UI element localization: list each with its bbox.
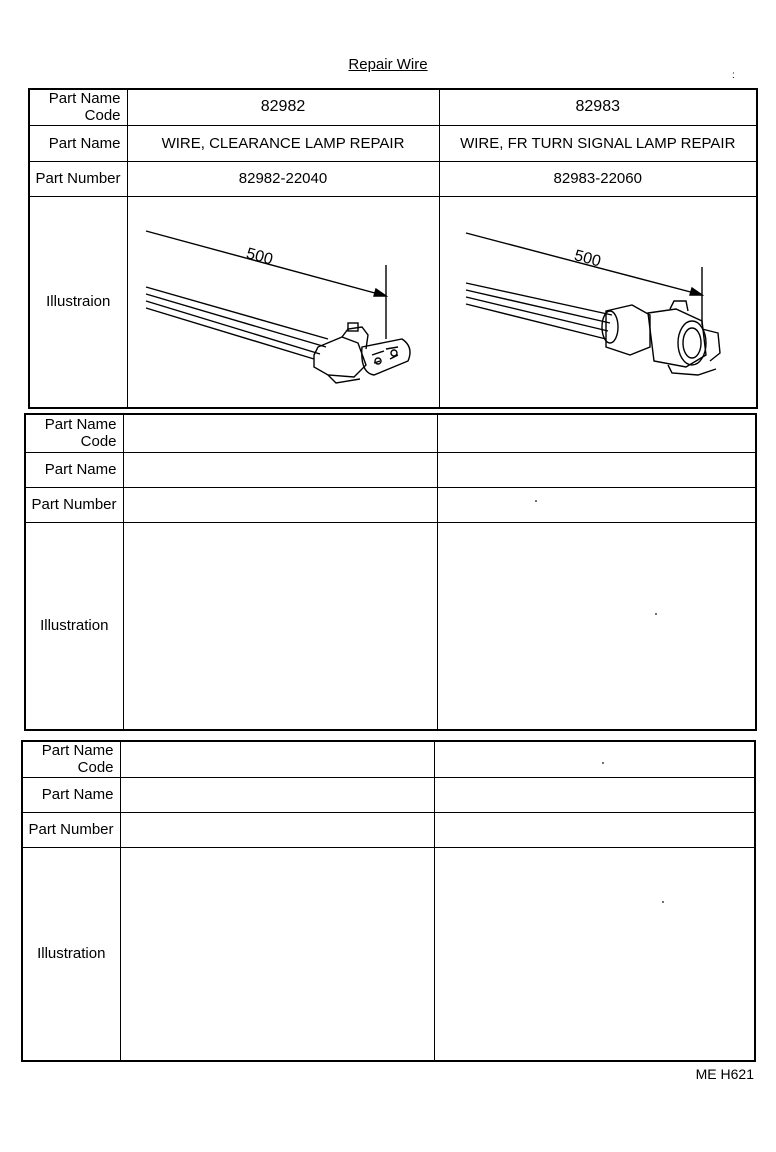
empty-illustration-cell [123, 522, 437, 730]
empty-cell [120, 777, 434, 812]
label-part-number: Part Number [22, 812, 120, 847]
row-illustration [29, 196, 757, 408]
label-part-name-code: Part Name Code [25, 414, 123, 452]
empty-cell [437, 414, 756, 452]
page-title: Repair Wire [348, 56, 428, 73]
empty-illustration-cell [437, 522, 756, 730]
empty-cell [434, 741, 755, 777]
part-2-illustration [439, 196, 757, 408]
part-1-illustration [127, 196, 439, 408]
empty-cell [120, 741, 434, 777]
scan-speck [602, 762, 604, 764]
empty-cell [123, 414, 437, 452]
empty-cell [123, 487, 437, 522]
empty-illustration-cell [120, 847, 434, 1061]
empty-cell [434, 777, 755, 812]
clearance-lamp-wire-drawing [128, 197, 440, 409]
part-1-name: WIRE, CLEARANCE LAMP REPAIR [127, 125, 439, 161]
label-illustration: Illustration [22, 847, 120, 1061]
row-part-name [22, 777, 755, 812]
row-part-number [29, 161, 757, 196]
dimension-arrow [374, 289, 386, 296]
label-illustration: Illustration [25, 522, 123, 730]
turn-signal-lamp-wire-drawing [440, 197, 758, 409]
document-code: ME H621 [695, 1066, 754, 1082]
row-illustration [22, 847, 755, 1061]
label-part-name: Part Name [25, 452, 123, 487]
row-part-number [22, 812, 755, 847]
label-part-name-code: Part Name Code [29, 89, 127, 125]
empty-cell [437, 487, 756, 522]
dimension-arrow [690, 288, 702, 295]
stray-mark: : [732, 70, 735, 81]
row-part-name-code [25, 414, 756, 452]
label-part-number: Part Number [29, 161, 127, 196]
empty-illustration-cell [434, 847, 755, 1061]
repair-wire-table-1 [28, 88, 758, 409]
row-illustration [25, 522, 756, 730]
scan-speck [655, 613, 657, 615]
empty-cell [434, 812, 755, 847]
scan-speck [662, 901, 664, 903]
row-part-name-code [22, 741, 755, 777]
part-1-code: 82982 [127, 89, 439, 125]
empty-cell [123, 452, 437, 487]
empty-cell [120, 812, 434, 847]
label-part-name: Part Name [29, 125, 127, 161]
part-2-code: 82983 [439, 89, 757, 125]
dimension-label: 500 [571, 246, 603, 271]
row-part-number [25, 487, 756, 522]
repair-wire-table-2 [24, 413, 757, 731]
row-part-name [29, 125, 757, 161]
dimension-label: 500 [243, 244, 275, 269]
row-part-name-code [29, 89, 757, 125]
label-part-name-code: Part Name Code [22, 741, 120, 777]
empty-cell [437, 452, 756, 487]
part-2-number: 82983-22060 [439, 161, 757, 196]
label-part-number: Part Number [25, 487, 123, 522]
label-part-name: Part Name [22, 777, 120, 812]
part-2-name: WIRE, FR TURN SIGNAL LAMP REPAIR [439, 125, 757, 161]
scan-speck [535, 500, 537, 502]
label-illustration: Illustraion [29, 196, 127, 408]
part-1-number: 82982-22040 [127, 161, 439, 196]
row-part-name [25, 452, 756, 487]
repair-wire-table-3 [21, 740, 756, 1062]
